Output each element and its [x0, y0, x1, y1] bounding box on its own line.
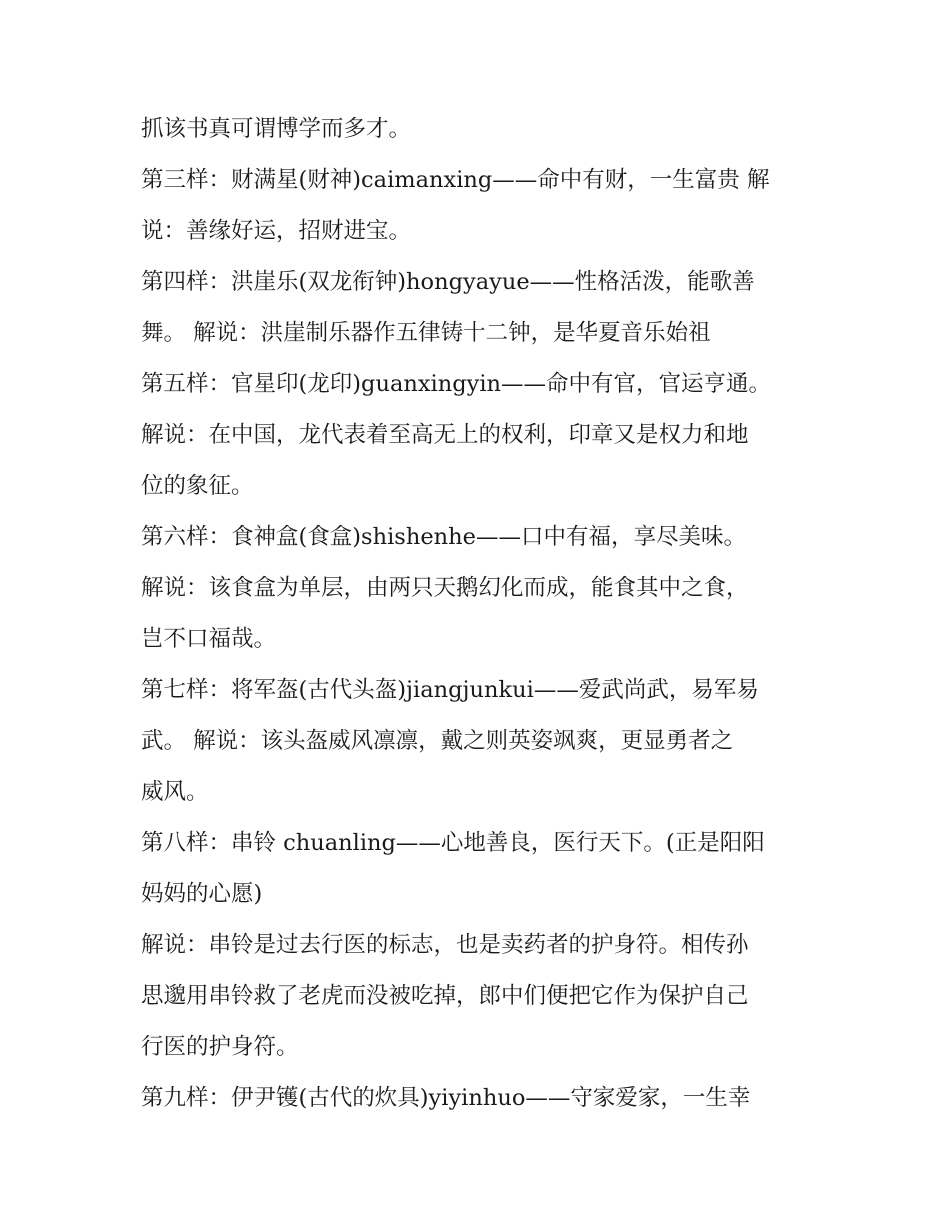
- text-line: 第四样：洪崖乐(双龙衔钟)hongyayue——性格活泼，能歌善: [141, 269, 755, 295]
- text-line: 第三样：财满星(财神)caimanxing——命中有财，一生富贵 解: [141, 167, 770, 193]
- text-line: 第六样：食神盒(食盒)shishenhe——口中有福，享尽美味。: [141, 524, 746, 550]
- document-body: [141, 104, 821, 1124]
- text-line: 位的象征。: [141, 473, 254, 499]
- text-line: 解说：串铃是过去行医的标志，也是卖药者的护身符。相传孙: [141, 932, 749, 958]
- text-line: 第八样：串铃 chuanling——心地善良，医行天下。(正是阳阳: [141, 830, 765, 856]
- text-line: 思邈用串铃救了老虎而没被吃掉，郎中们便把它作为保护自己: [141, 983, 749, 1009]
- text-line: 抓该书真可谓博学而多才。: [141, 116, 412, 142]
- text-line: 解说：在中国，龙代表着至高无上的权利，印章又是权力和地: [141, 422, 749, 448]
- text-line: 第五样：官星印(龙印)guanxingyin——命中有官，官运亨通。: [141, 371, 772, 397]
- text-line: 武。 解说：该头盔威风凛凛，戴之则英姿飒爽，更显勇者之: [141, 728, 734, 754]
- text-line: 威风。: [141, 779, 209, 805]
- text-line: 说：善缘好运，招财进宝。: [141, 218, 412, 244]
- text-line: 解说：该食盒为单层，由两只天鹅幻化而成，能食其中之食，: [141, 575, 749, 601]
- text-line: 第九样：伊尹镬(古代的炊具)yiyinhuo——守家爱家，一生幸: [141, 1085, 751, 1111]
- text-line: 第七样：将军盔(古代头盔)jiangjunkui——爱武尚武，易军易: [141, 677, 759, 703]
- text-line: 妈妈的心愿): [141, 881, 263, 907]
- text-line: 岂不口福哉。: [141, 626, 277, 652]
- text-line: 舞。 解说：洪崖制乐器作五律铸十二钟，是华夏音乐始祖: [141, 320, 711, 346]
- text-line: 行医的护身符。: [141, 1034, 299, 1060]
